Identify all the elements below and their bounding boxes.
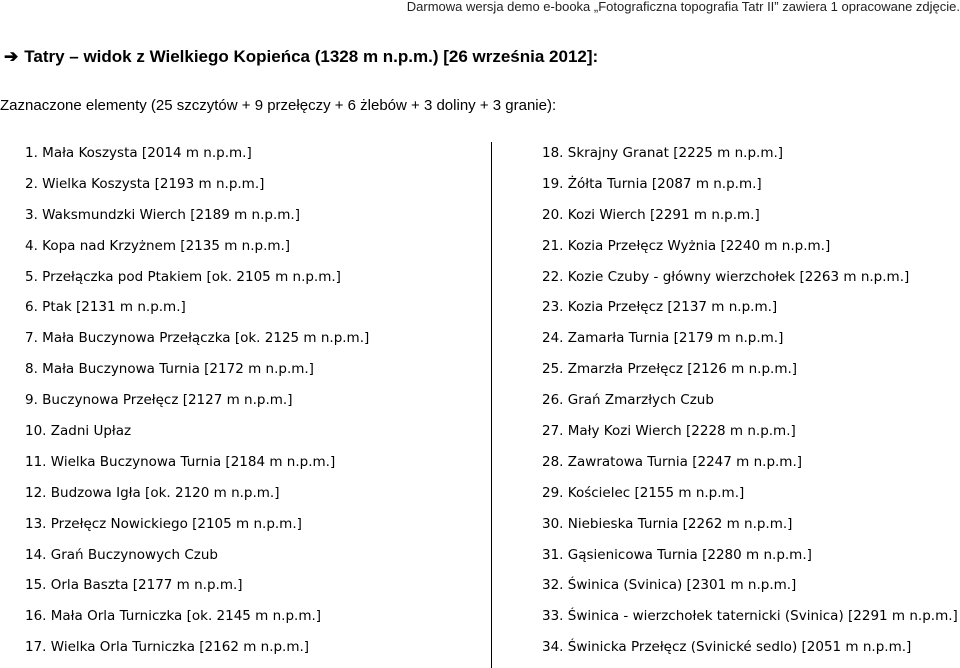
list-item: 30. Niebieska Turnia [2262 m n.p.m.]: [542, 515, 793, 532]
list-item: 10. Zadni Upłaz: [25, 423, 132, 440]
list-item: 25. Zmarzła Przełęcz [2126 m n.p.m.]: [542, 361, 798, 378]
list-item: 11. Wielka Buczynowa Turnia [2184 m n.p.m.]: [25, 453, 336, 470]
list-item: 6. Ptak [2131 m n.p.m.]: [25, 299, 186, 316]
column-divider: [491, 142, 492, 668]
list-item: 27. Mały Kozi Wierch [2228 m n.p.m.]: [542, 423, 796, 440]
list-item: 31. Gąsienicowa Turnia [2280 m n.p.m.]: [542, 546, 812, 563]
demo-banner: Darmowa wersja demo e-booka „Fotograficzna topografia Tatr II” zawiera 1 opracowane zdjęcie.: [406, 0, 960, 14]
list-item: 34. Świnicka Przełęcz (Svinické sedlo) [2051 m n.p.m.]: [542, 639, 912, 656]
arrow-right-icon: ➔: [4, 47, 19, 66]
list-item: 3. Waksmundzki Wierch [2189 m n.p.m.]: [25, 206, 300, 223]
list-item: 32. Świnica (Svinica) [2301 m n.p.m.]: [542, 577, 797, 594]
list-item: 7. Mała Buczynowa Przełączka [ok. 2125 m n.p.m.]: [25, 330, 370, 347]
list-item: 12. Budzowa Igła [ok. 2120 m n.p.m.]: [25, 484, 280, 501]
list-item: 5. Przełączka pod Ptakiem [ok. 2105 m n.p.m.]: [25, 268, 341, 285]
list-item: 28. Zawratowa Turnia [2247 m n.p.m.]: [542, 453, 803, 470]
list-item: 4. Kopa nad Krzyżnem [2135 m n.p.m.]: [25, 237, 291, 254]
list-item: 18. Skrajny Granat [2225 m n.p.m.]: [542, 145, 784, 161]
list-item: 1. Mała Koszysta [2014 m n.p.m.]: [25, 145, 252, 161]
list-item: 13. Przełęcz Nowickiego [2105 m n.p.m.]: [25, 515, 302, 532]
list-item: 15. Orla Baszta [2177 m n.p.m.]: [25, 577, 243, 594]
list-item: 23. Kozia Przełęcz [2137 m n.p.m.]: [542, 299, 778, 316]
list-item: 21. Kozia Przełęcz Wyżnia [2240 m n.p.m.]: [542, 237, 831, 254]
list-item: 2. Wielka Koszysta [2193 m n.p.m.]: [25, 175, 265, 192]
list-item: 33. Świnica - wierzchołek taternicki (Svinica) [2291 m n.p.m.]: [542, 608, 958, 625]
page-title: Tatry – widok z Wielkiego Kopieńca (1328 m n.p.m.) [26 września 2012]:: [24, 47, 599, 66]
list-item: 24. Zamarła Turnia [2179 m n.p.m.]: [542, 330, 784, 347]
list-item: 14. Grań Buczynowych Czub: [25, 546, 218, 563]
list-item: 29. Kościelec [2155 m n.p.m.]: [542, 484, 745, 501]
list-item: 22. Kozie Czuby - główny wierzchołek [2263 m n.p.m.]: [542, 268, 910, 285]
left-column-list: [25, 138, 369, 663]
list-item: 9. Buczynowa Przełęcz [2127 m n.p.m.]: [25, 392, 293, 409]
list-item: 20. Kozi Wierch [2291 m n.p.m.]: [542, 206, 760, 223]
list-item: 19. Żółta Turnia [2087 m n.p.m.]: [542, 175, 762, 192]
page-heading: [4, 47, 598, 67]
summary-line: Zaznaczone elementy (25 szczytów + 9 przełęczy + 6 żlebów + 3 doliny + 3 granie):: [0, 97, 557, 114]
list-item: 16. Mała Orla Turniczka [ok. 2145 m n.p.m.]: [25, 608, 322, 625]
list-item: 26. Grań Zmarzłych Czub: [542, 392, 714, 409]
right-column-list: [542, 138, 958, 663]
list-item: 8. Mała Buczynowa Turnia [2172 m n.p.m.]: [25, 361, 314, 378]
list-item: 17. Wielka Orla Turniczka [2162 m n.p.m.]: [25, 639, 310, 656]
